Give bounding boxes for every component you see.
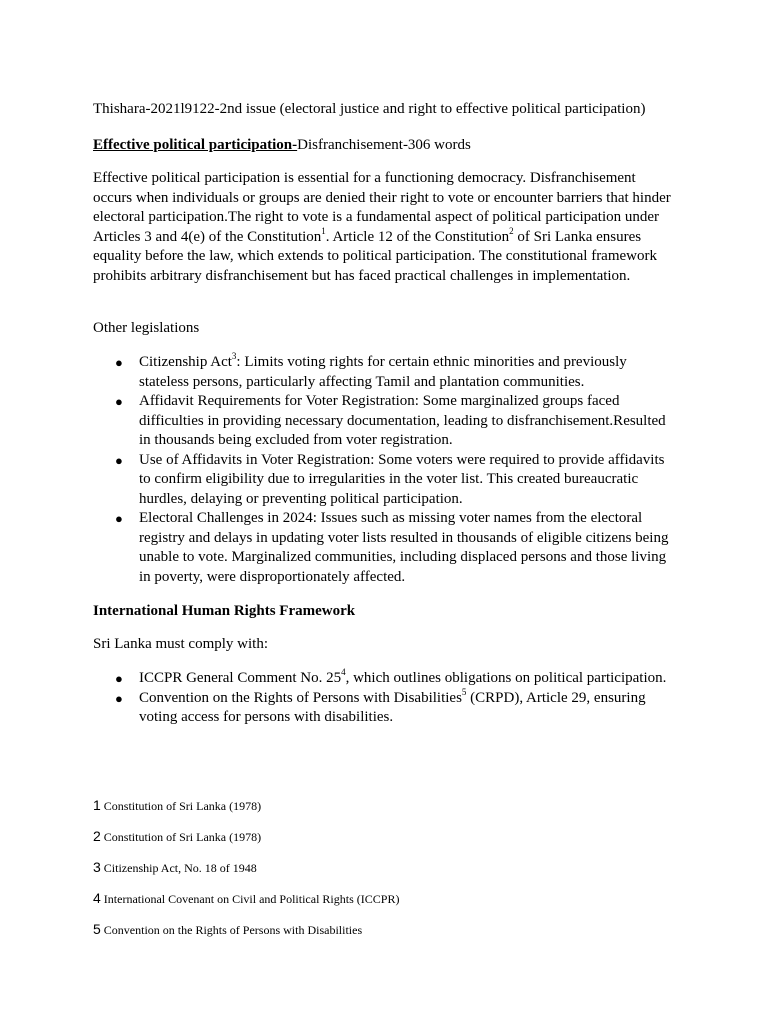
intro-text-1: Effective political participation is essential for a functioning democracy. Disfranchisement occurs when individuals or groups are denied their right to vote or encounter barriers that hinder electoral participation.The right to vote is a fundamental aspect of political participation under Articles 3 and 4(e) of the Constitution	[93, 170, 671, 245]
comply-line: Sri Lanka must comply with:	[93, 636, 268, 652]
footnote-number: 3	[93, 859, 101, 875]
bullet-icon: ●	[115, 511, 123, 526]
intro-text-2: . Article 12 of the Constitution	[325, 228, 510, 245]
footnote-4	[93, 889, 399, 910]
list-item	[93, 392, 673, 451]
footnote-ref-2[interactable]: 2	[509, 225, 514, 236]
footnote-ref-4[interactable]: 4	[341, 667, 346, 677]
international-framework-heading: International Human Rights Framework	[93, 603, 356, 619]
bullet-icon: ●	[115, 394, 123, 409]
list-item-text: Use of Affidavits in Voter Registration: Some voters were required to provide affidavits to confirm eligibility due to irregularities in the voter list. This created bureaucratic hurdles, delaying or preventing political participation.	[139, 451, 665, 507]
footnote-ref-5[interactable]: 5	[461, 686, 467, 697]
footnote-text: Constitution of Sri Lanka (1978)	[103, 830, 262, 844]
footnote-text: Convention on the Rights of Persons with Disabilities	[103, 923, 363, 937]
bullet-icon: ●	[115, 355, 123, 370]
footnote-number: 2	[93, 828, 101, 844]
list-item-text: Electoral Challenges in 2024: Issues such as missing voter names from the electoral registry and delays in updating voter lists resulted in thousands of eligible citizens being unable to vote. Marginalized communities, including displaced persons and those living in poverty, were disproportionately affected.	[139, 510, 669, 585]
footnote-1	[93, 796, 261, 817]
section-heading-underlined: Effective political participation-	[93, 137, 298, 153]
footnote-number: 5	[93, 921, 101, 937]
document-title-line: Thishara-2021l9122-2nd issue (electoral justice and right to effective political participation)	[93, 101, 646, 117]
list-item-text-post: , which outlines obligations on political participation.	[345, 670, 667, 686]
bullet-icon: ●	[115, 690, 123, 706]
intro-paragraph	[93, 169, 673, 286]
list-item-text-post: (CRPD), Article 29, ensuring voting access for persons with disabilities.	[139, 689, 646, 725]
footnote-ref-1[interactable]: 1	[321, 225, 326, 236]
list-item	[93, 686, 673, 728]
list-item	[93, 669, 673, 689]
footnote-text: Constitution of Sri Lanka (1978)	[103, 799, 262, 813]
list-item-text: ICCPR General Comment No. 25	[139, 670, 342, 686]
legislation-bullet-list	[93, 353, 673, 587]
bullet-icon: ●	[115, 671, 123, 686]
intro-text-3: of Sri Lanka ensures equality before the law, which extends to political participation. The constitutional framework prohibits arbitrary disfranchisement but has faced practical challenges in implementation.	[93, 228, 657, 284]
footnote-ref-3[interactable]: 3	[231, 351, 237, 361]
list-item-text: Convention on the Rights of Persons with Disabilities	[139, 689, 462, 706]
list-item-text: Citizenship Act	[139, 354, 232, 370]
list-item	[93, 451, 673, 510]
footnote-3	[93, 858, 257, 879]
list-item-text: Affidavit Requirements for Voter Registration: Some marginalized groups faced difficulties in providing necessary documentation, leading to disfranchisement.Resulted in thousands being excluded from voter registration.	[139, 393, 666, 448]
footnote-text: International Covenant on Civil and Political Rights (ICCPR)	[103, 892, 400, 906]
footnote-number: 4	[93, 890, 101, 906]
other-legislations-label: Other legislations	[93, 320, 200, 336]
section-heading	[93, 136, 673, 156]
section-heading-rest: Disfranchisement-306 words	[297, 137, 471, 153]
list-item	[93, 353, 673, 392]
footnote-number: 1	[93, 797, 101, 813]
footnote-2	[93, 827, 261, 848]
footnote-5	[93, 920, 362, 941]
international-bullet-list	[93, 669, 673, 728]
bullet-icon: ●	[115, 452, 123, 468]
footnote-text: Citizenship Act, No. 18 of 1948	[103, 861, 257, 875]
list-item	[93, 509, 673, 587]
list-item-text-post: : Limits voting rights for certain ethnic minorities and previously stateless persons, particularly affecting Tamil and plantation communities.	[139, 354, 627, 390]
